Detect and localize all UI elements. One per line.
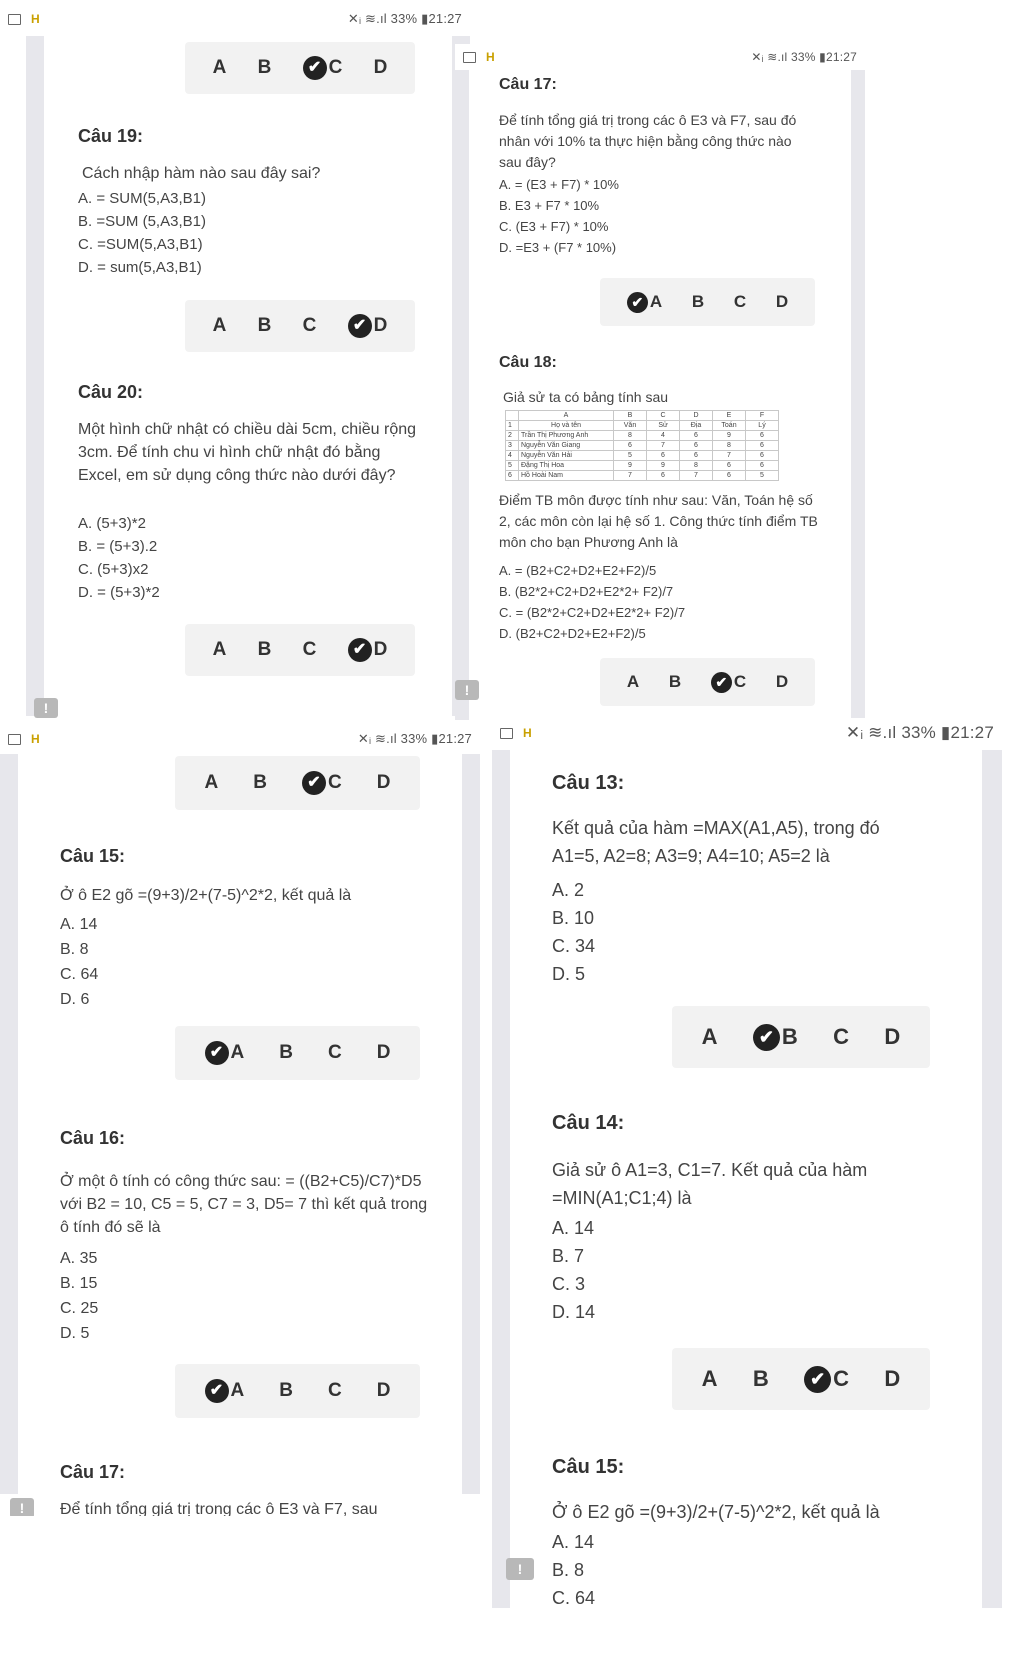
option-a[interactable]: A [212,639,227,660]
option-b-text: B. 10 [552,908,595,928]
option-a-text: A. = (E3 + F7) * 10% [499,177,619,192]
table-cell: 2 [506,431,519,441]
options-list [499,174,619,258]
option-c-selected[interactable]: ✔ C [804,1366,849,1393]
table-cell: 8 [680,461,713,471]
table-cell: 9 [647,461,680,471]
table-cell: 6 [746,431,779,441]
option-a[interactable]: A [626,672,640,691]
option-a[interactable]: A [204,772,219,793]
right-gutter [982,750,1002,1608]
report-icon[interactable]: ! [455,680,479,700]
table-cell: 6 [680,431,713,441]
table-cell: 4 [506,451,519,461]
option-a-text: A. 35 [60,1250,98,1267]
app-notification-icon: H [486,50,495,64]
options-list [78,187,206,279]
table-row [506,461,779,471]
option-d[interactable]: D [884,1366,901,1391]
option-a[interactable]: A [701,1366,718,1391]
table-cell: 6 [647,471,680,481]
table-cell: Địa [680,421,713,431]
option-a-selected[interactable]: ✔ A [205,1041,245,1065]
option-a-text: A. (5+3)*2 [78,515,146,532]
option-a-selected[interactable]: ✔ A [205,1379,245,1403]
battery-icon: ▮ [819,50,826,64]
table-row [506,421,779,431]
option-a-text: A. = (B2+C2+D2+E2+F2)/5 [499,563,657,578]
option-a-text: A. = SUM(5,A3,B1) [78,190,206,207]
table-cell: 8 [614,431,647,441]
options-list [499,560,685,644]
option-d-text: D. 5 [552,964,586,984]
option-d[interactable]: D [884,1024,901,1049]
question-text: Một hình chữ nhật có chiều dài 5cm, chiều rộng 3cm. Để tính chu vi hình chữ nhật đó bằng Excel, em sử dụng công thức nào dưới đây? [78,421,417,484]
option-c[interactable]: C [302,639,317,660]
signal-icons: ✕ᵢ ≋.ıl [357,731,397,746]
table-row [506,431,779,441]
answer-bar [175,1026,420,1080]
gallery-icon [8,734,21,745]
app-notification-icon: H [31,732,40,746]
report-icon[interactable]: ! [34,698,58,718]
screenshot-bottom-left [0,726,480,1516]
app-notification-icon: H [523,726,532,740]
right-gutter [462,754,480,1494]
answer-bar [672,1006,930,1068]
table-cell: Họ và tên [519,421,614,431]
options-list [60,912,98,1012]
option-b-selected[interactable]: ✔ B [753,1024,798,1051]
answer-bar [175,1364,420,1418]
option-b-text: B. 7 [552,1246,585,1266]
question-title: Câu 15: [60,846,126,866]
screenshot-top-right [455,44,865,720]
option-a-selected[interactable]: ✔ A [627,292,662,313]
screenshot-top-left [0,0,470,720]
answer-bar-previous [185,42,415,94]
table-cell: 6 [614,441,647,451]
table-cell: 7 [614,471,647,481]
table-row [506,471,779,481]
status-bar [0,8,470,30]
table-cell: 6 [680,451,713,461]
question-text: Để tính tổng giá trị trong các ô E3 và F7, sau [60,1501,378,1516]
option-d-text: D. 14 [552,1302,596,1322]
option-d-text: D. = sum(5,A3,B1) [78,259,202,276]
report-icon[interactable]: ! [506,1558,534,1580]
answer-bar-previous [175,756,420,810]
table-cell: 6 [647,451,680,461]
option-c-text: C. (5+3)x2 [78,561,149,578]
right-gutter [851,70,865,720]
option-d-text: D. 5 [60,1325,90,1342]
option-d-text: D. 6 [60,991,90,1008]
table-cell: 6 [746,461,779,471]
app-notification-icon: H [31,12,40,26]
option-c[interactable]: C [328,1042,342,1063]
signal-icons: ✕ᵢ ≋.ıl [845,723,897,742]
table-cell: 4 [647,431,680,441]
table-row [506,441,779,451]
question-text: Điểm TB môn được tính như sau: Văn, Toán hệ số 2, các môn còn lại hệ số 1. Công thức tính điểm TB môn cho bạn Phương Anh là [499,492,818,550]
option-d[interactable]: D [775,292,789,311]
gallery-icon [463,52,476,63]
question-title: Câu 20: [78,382,144,402]
option-c-selected[interactable]: ✔ C [302,771,342,795]
table-cell: C [647,411,680,421]
check-icon: ✔ [348,314,372,338]
answer-bar [672,1348,930,1410]
table-cell: 5 [746,471,779,481]
check-icon: ✔ [302,771,326,795]
table-cell: 6 [746,441,779,451]
answer-bar [185,300,415,352]
report-icon[interactable]: ! [10,1498,34,1516]
clock: 21:27 [950,723,994,742]
clock: 21:27 [438,731,472,746]
question-text: Giả sử ô A1=3, C1=7. Kết quả của hàm =MIN(A1;C1;4) là [552,1160,868,1208]
options-list [552,876,595,988]
table-row [506,411,779,421]
question-title: Câu 16: [60,1128,126,1148]
option-d[interactable]: D [376,772,391,793]
option-b-text: B. (B2*2+C2+D2+E2*2+ F2)/7 [499,584,674,599]
table-cell: 7 [713,451,746,461]
battery-icon: ▮ [940,723,951,742]
table-cell: 7 [680,471,713,481]
table-cell: 6 [680,441,713,451]
option-c-selected[interactable]: ✔ C [303,56,343,80]
left-gutter [455,70,469,720]
options-list [60,1246,98,1346]
screenshot-bottom-right [492,718,1002,1608]
gallery-icon [500,728,513,739]
table-cell: Trần Thị Phương Anh [519,431,614,441]
option-c-text: C. 3 [552,1274,586,1294]
table-cell: 8 [713,441,746,451]
battery-level: 33% [400,731,428,746]
option-c[interactable]: C [733,292,747,311]
option-a[interactable]: A [212,57,227,78]
table-cell: 6 [746,451,779,461]
question-text: Cách nhập hàm nào sau đây sai? [82,165,321,182]
question-title: Câu 13: [552,772,625,794]
spreadsheet-image [505,410,779,481]
option-b-text: B. =SUM (5,A3,B1) [78,213,206,230]
question-text: Kết quả của hàm =MAX(A1,A5), trong đó A1=5, A2=8; A3=9; A4=10; A5=2 là [552,818,880,866]
option-d[interactable]: D [373,57,388,78]
table-cell: Nguyễn Văn Hải [519,451,614,461]
question-title: Câu 15: [552,1456,625,1478]
option-c-text: C. 64 [552,1588,596,1608]
table-row [506,451,779,461]
option-d-text: D. (B2+C2+D2+E2+F2)/5 [499,626,646,641]
battery-icon: ▮ [421,11,429,26]
status-bar [455,46,865,68]
option-b[interactable]: B [257,639,272,660]
option-a-text: A. 14 [552,1532,595,1552]
status-bar [492,720,1002,746]
table-cell: 3 [506,441,519,451]
table-cell: Hồ Hoài Nam [519,471,614,481]
table-cell: 9 [614,461,647,471]
signal-icons: ✕ᵢ ≋.ıl [347,11,387,26]
table-cell: 5 [506,461,519,471]
option-c[interactable]: C [833,1024,850,1049]
check-icon: ✔ [303,56,327,80]
check-icon: ✔ [711,672,732,693]
options-list [78,512,160,604]
check-icon: ✔ [205,1041,229,1065]
table-cell: Toán [713,421,746,431]
table-cell: Đặng Thị Hoa [519,461,614,471]
battery-icon: ▮ [431,731,439,746]
option-c-text: C. 34 [552,936,596,956]
option-d-text: D. = (5+3)*2 [78,584,160,601]
option-a[interactable]: A [701,1024,718,1049]
check-icon: ✔ [348,638,372,662]
option-d-text: D. =E3 + (F7 * 10%) [499,240,617,255]
option-b-text: B. 8 [60,941,89,958]
option-c-text: C. 25 [60,1300,99,1317]
options-list [552,1214,595,1326]
check-icon: ✔ [205,1379,229,1403]
clock: 21:27 [825,50,857,64]
table-cell: 7 [647,441,680,451]
table-cell: Sử [647,421,680,431]
option-b[interactable]: B [279,1380,293,1401]
check-icon: ✔ [627,292,648,313]
option-a[interactable]: A [212,315,227,336]
check-icon: ✔ [753,1024,780,1051]
signal-icons: ✕ᵢ ≋.ıl [751,50,788,64]
table-cell: 6 [713,471,746,481]
gallery-icon [8,14,21,25]
battery-level: 33% [901,723,936,742]
question-title: Câu 14: [552,1112,625,1134]
table-cell: 6 [506,471,519,481]
option-b[interactable]: B [691,292,705,311]
option-c-selected[interactable]: ✔ C [711,672,746,693]
option-c-text: C. = (B2*2+C2+D2+E2*2+ F2)/7 [499,605,686,620]
table-cell: E [713,411,746,421]
spreadsheet-table [505,410,779,481]
option-b-text: B. 8 [552,1560,585,1580]
table-cell: F [746,411,779,421]
question-title: Câu 18: [499,354,557,371]
answer-bar [185,624,415,676]
option-d[interactable]: D [775,672,789,691]
left-gutter [0,754,18,1494]
table-cell: 1 [506,421,519,431]
option-a-text: A. 14 [60,916,98,933]
table-cell: D [680,411,713,421]
question-title: Câu 17: [60,1462,126,1482]
option-c[interactable]: C [328,1380,342,1401]
question-title: Câu 17: [499,76,557,93]
table-cell: 9 [713,431,746,441]
battery-level: 33% [390,11,418,26]
option-d[interactable]: D [376,1042,391,1063]
table-cell: 5 [614,451,647,461]
status-bar [0,728,480,750]
option-d-selected[interactable]: ✔ D [348,638,388,662]
option-d-selected[interactable]: ✔ D [348,314,388,338]
options-list [552,1528,595,1608]
option-c-text: C. =SUM(5,A3,B1) [78,236,203,253]
left-gutter [492,750,510,1608]
option-d[interactable]: D [376,1380,391,1401]
check-icon: ✔ [804,1366,831,1393]
question-text: Ở ô E2 gõ =(9+3)/2+(7-5)^2*2, kết quả là [552,1502,880,1522]
table-cell [506,411,519,421]
option-c-text: C. 64 [60,966,99,983]
question-text: Để tính tổng giá trị trong các ô E3 và F7, sau đó nhân với 10% ta thực hiện bằng công thức nào sau đây? [499,112,797,170]
option-c[interactable]: C [302,315,317,336]
table-cell: 6 [713,461,746,471]
option-b-text: B. 15 [60,1275,98,1292]
option-b[interactable]: B [668,672,682,691]
option-b[interactable]: B [253,772,267,793]
option-a-text: A. 2 [552,880,585,900]
question-intro: Giả sử ta có bảng tính sau [503,389,669,405]
option-c-text: C. (E3 + F7) * 10% [499,219,609,234]
answer-bar [600,278,815,326]
option-b-text: B. E3 + F7 * 10% [499,198,600,213]
option-b[interactable]: B [257,315,272,336]
question-title: Câu 19: [78,126,144,146]
battery-level: 33% [790,50,816,64]
question-text: Ở một ô tính có công thức sau: = ((B2+C5)/C7)*D5 với B2 = 10, C5 = 5, C7 = 3, D5= 7 thì kết quả trong ô tính đó sẽ là [60,1173,428,1236]
option-b[interactable]: B [279,1042,293,1063]
table-cell: B [614,411,647,421]
left-gutter [26,36,44,716]
clock: 21:27 [428,11,462,26]
table-cell: Lý [746,421,779,431]
question-text: Ở ô E2 gõ =(9+3)/2+(7-5)^2*2, kết quả là [60,887,352,904]
table-cell: Nguyễn Văn Giang [519,441,614,451]
table-cell: A [519,411,614,421]
table-cell: Văn [614,421,647,431]
answer-bar [600,658,815,706]
option-b[interactable]: B [257,57,272,78]
option-b-text: B. = (5+3).2 [78,538,158,555]
option-b[interactable]: B [752,1366,769,1391]
option-a-text: A. 14 [552,1218,595,1238]
